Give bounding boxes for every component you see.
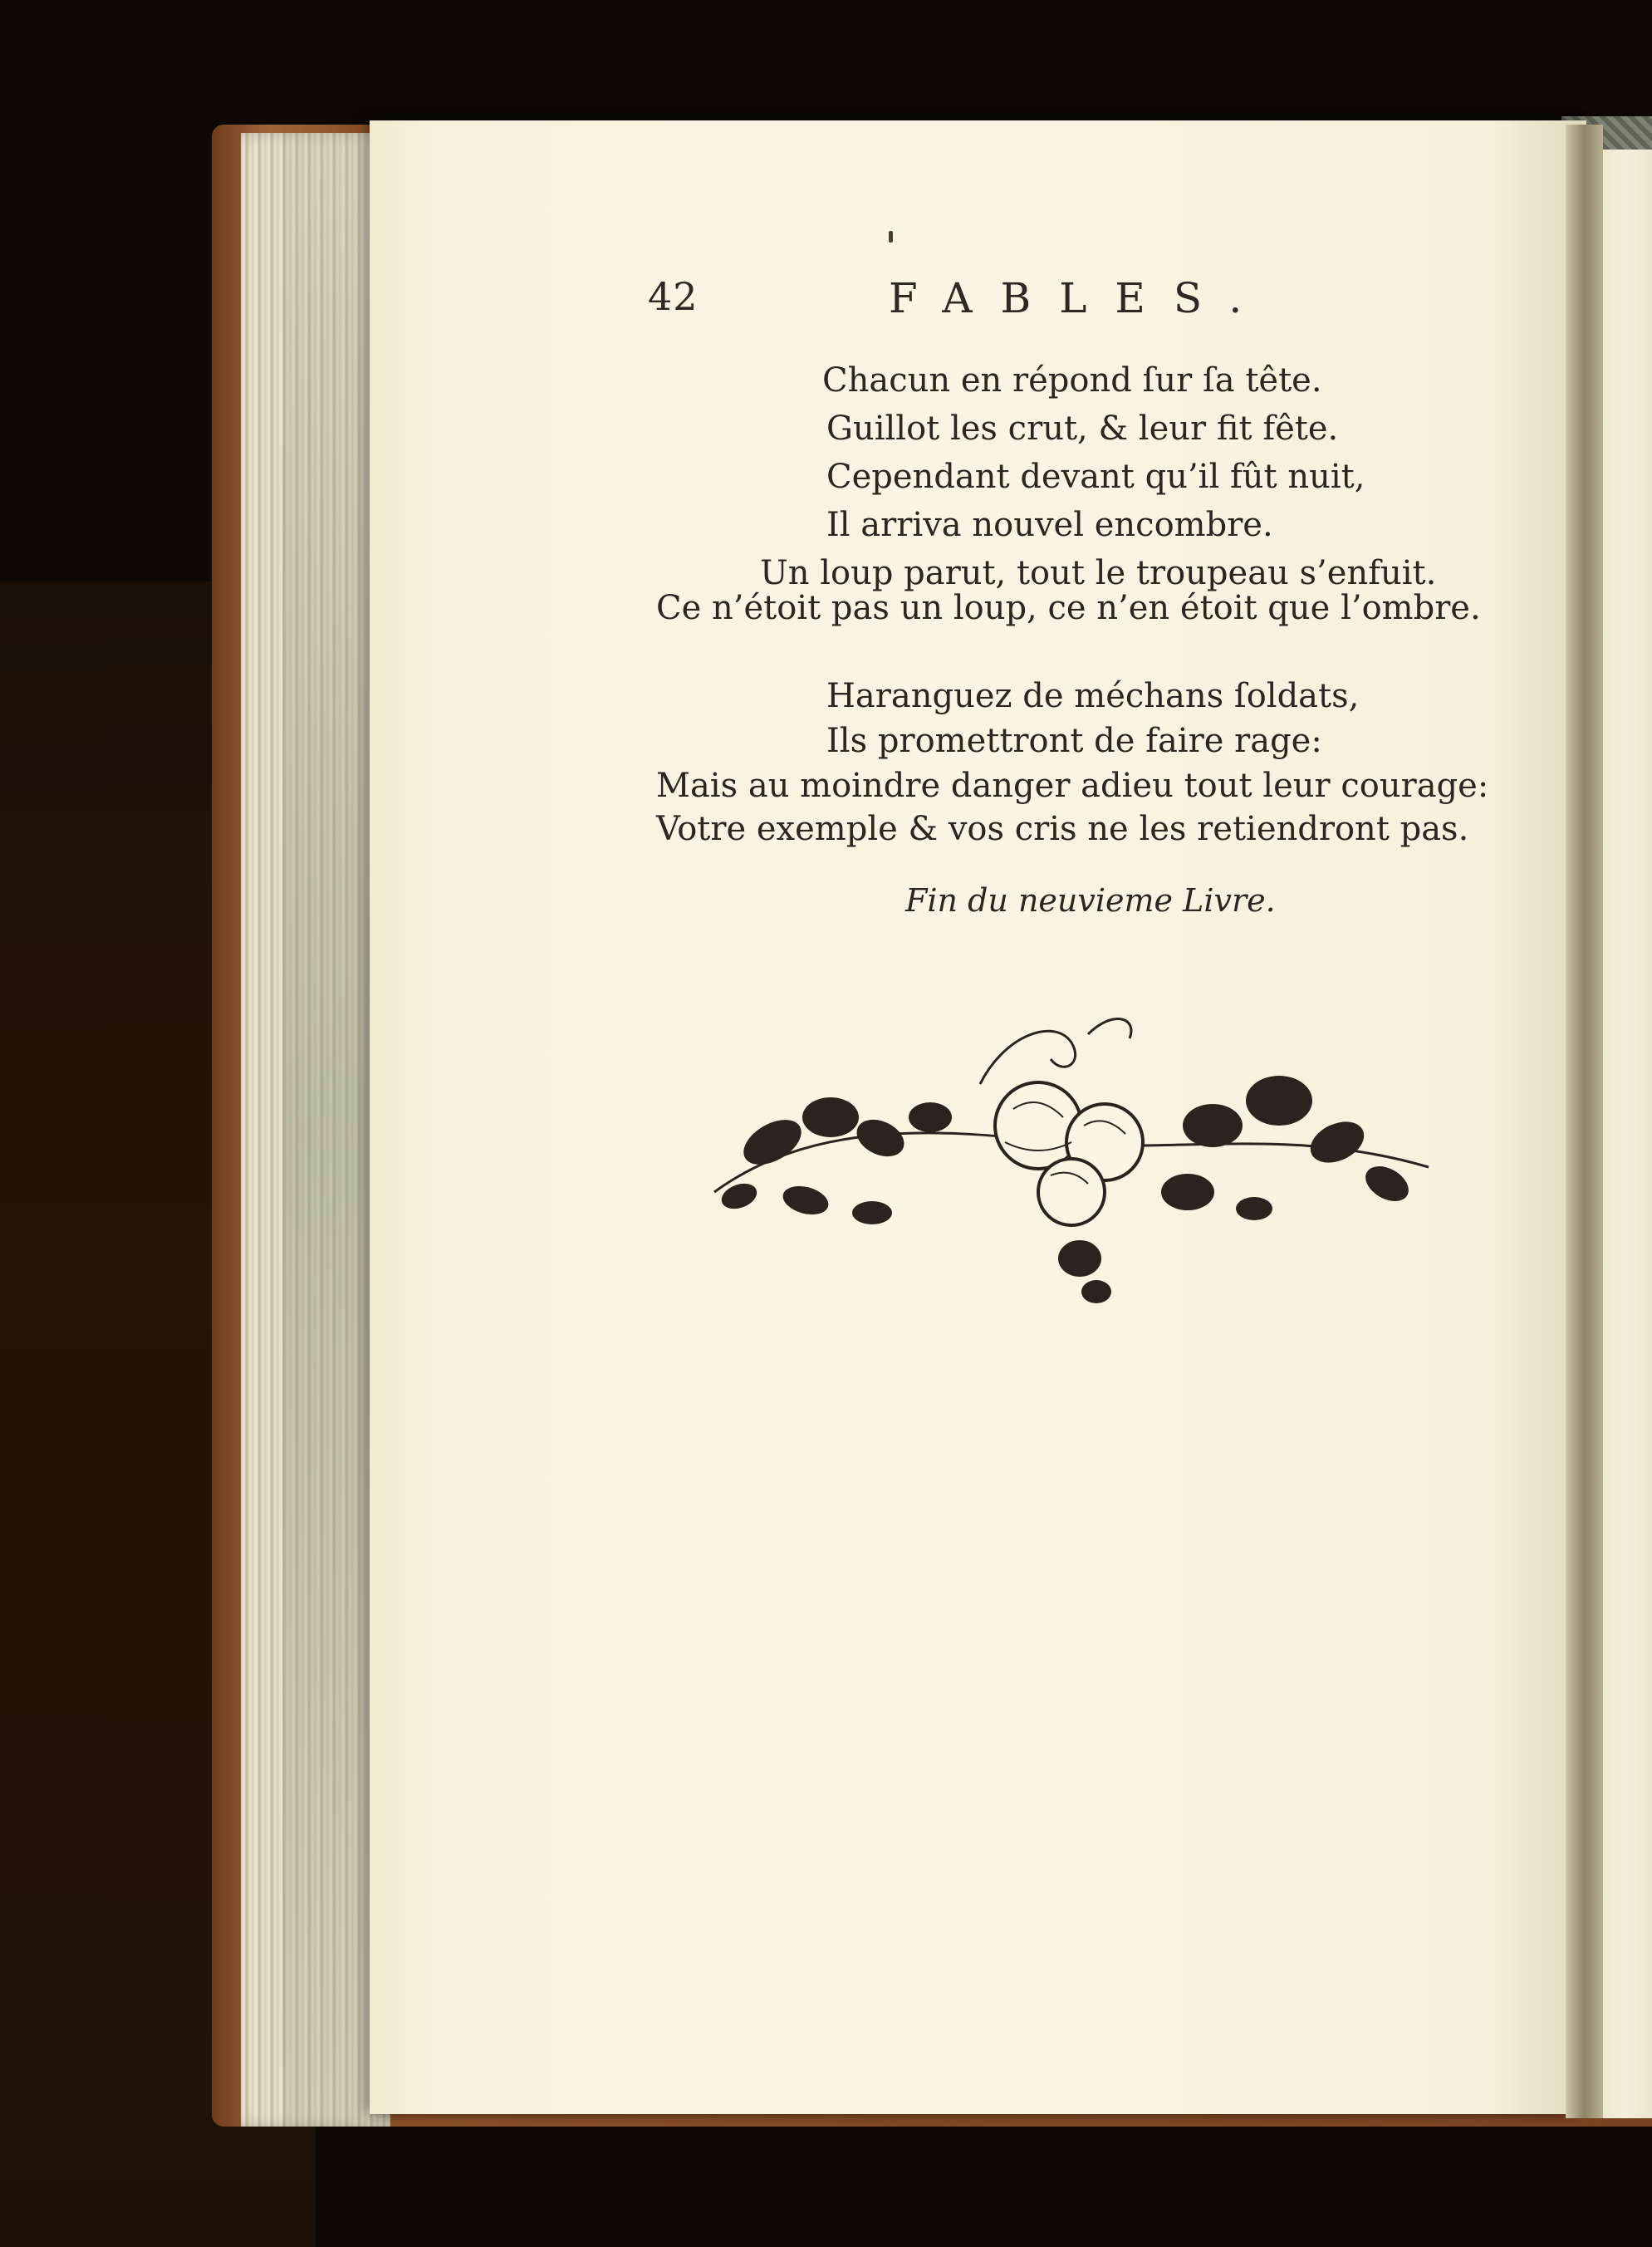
verse-line: Ils promettront de faire rage: xyxy=(826,722,1322,760)
verse-line: Un loup parut, tout le troupeau s’enfuit. xyxy=(760,554,1437,592)
running-head xyxy=(648,274,1362,324)
verse-line: Il arriva nouvel encombre. xyxy=(826,506,1273,544)
verse-line: Chacun en répond ſur ſa tête. xyxy=(822,361,1322,400)
colophon: Fin du neuvieme Livre. xyxy=(905,882,1276,919)
running-title: FABLES. xyxy=(889,274,1271,322)
page-gutter xyxy=(1566,125,1603,2118)
verse-line: Ce n’étoit pas un loup, ce n’en étoit que l’ombre. xyxy=(656,589,1481,627)
verse-line: Guillot les crut, & leur fit fête. xyxy=(826,410,1339,448)
verse-line: Haranguez de méchans ſoldats, xyxy=(826,677,1360,715)
show-through-text xyxy=(598,839,1470,1653)
ink-speck xyxy=(889,231,893,243)
page-edges-shade xyxy=(282,133,382,2127)
verse-line: Votre exemple & vos cris ne les retiendront pas. xyxy=(656,810,1469,848)
page-number: 42 xyxy=(648,274,699,319)
verse-line: Cependant devant qu’il fût nuit, xyxy=(826,458,1365,496)
verse-line: Mais au moindre danger adieu tout leur courage: xyxy=(656,767,1489,805)
